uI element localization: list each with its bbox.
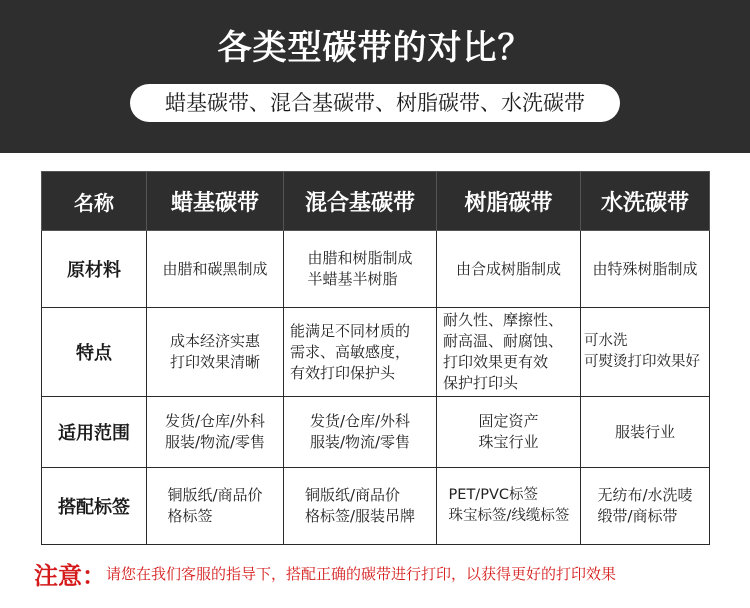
row-label-features: 特点 (42, 308, 147, 397)
table-row (42, 468, 710, 545)
table-cell (437, 397, 581, 468)
page-title: 各类型碳带的对比？ (217, 28, 533, 68)
cell-text: 由特殊树脂制成 (592, 259, 698, 278)
cell-text: 成本经济实惠 打印效果清晰 (169, 332, 260, 371)
table-cell (147, 308, 284, 397)
table-row (42, 231, 710, 308)
header-banner (0, 0, 750, 153)
table-cell (284, 397, 437, 468)
row-label-material: 原材料 (42, 231, 147, 308)
table-cell (284, 231, 437, 308)
table-header-row (42, 172, 710, 231)
table-cell (147, 397, 284, 468)
cell-text: 铜版纸/商品价 格标签 (167, 486, 263, 525)
table-cell (437, 231, 581, 308)
notice-text: 请您在我们客服的指导下，搭配正确的碳带进行打印，以获得更好的打印效果 (106, 565, 617, 583)
cell-text: 由合成树脂制成 (455, 259, 561, 278)
cell-text: 耐久性、摩擦性、 耐高温、耐腐蚀、 打印效果更有效 保护打印头 (443, 311, 564, 392)
table-row (42, 397, 710, 468)
comparison-table (41, 171, 710, 545)
table-cell (437, 468, 581, 545)
row-label-labels: 搭配标签 (42, 468, 147, 545)
cell-text: 固定资产 珠宝行业 (478, 412, 539, 451)
table-cell (147, 468, 284, 545)
table-cell (147, 231, 284, 308)
cell-text: 无纺布/水洗唛 缎带/商标带 (597, 486, 693, 525)
column-header-wax-resin: 混合基碳带 (284, 172, 437, 231)
table-cell (284, 308, 437, 397)
cell-text: 由腊和树脂制成 半蜡基半树脂 (307, 249, 413, 288)
column-header-washable: 水洗碳带 (581, 172, 710, 231)
table-cell (581, 308, 710, 397)
column-header-wax: 蜡基碳带 (147, 172, 284, 231)
cell-text: 发货/仓库/外科 服装/物流/零售 (164, 412, 266, 451)
table-row (42, 308, 710, 397)
cell-text: 能满足不同材质的 需求、高敏感度， 有效打印保护头 (290, 321, 411, 382)
cell-text: PET/PVC标签 珠宝标签/线缆标签 (448, 487, 570, 524)
table-cell (581, 468, 710, 545)
column-header-resin: 树脂碳带 (437, 172, 581, 231)
cell-text: 发货/仓库/外科 服装/物流/零售 (309, 412, 411, 451)
cell-text: 可水洗 可熨烫打印效果好 (584, 333, 700, 370)
table-cell (581, 397, 710, 468)
cell-text: 服装行业 (614, 422, 675, 441)
cell-text: 由腊和碳黑制成 (162, 259, 268, 278)
row-label-usage: 适用范围 (42, 397, 147, 468)
column-header-name: 名称 (42, 172, 147, 231)
table-cell (581, 231, 710, 308)
notice-label: 注意： (34, 562, 106, 590)
table-cell (284, 468, 437, 545)
cell-text: 铜版纸/商品价 格标签/服装吊牌 (304, 486, 416, 525)
notice-footer (34, 556, 734, 590)
table-cell (437, 308, 581, 397)
subtitle-pill: 蜡基碳带、混合基碳带、树脂碳带、水洗碳带 (130, 84, 620, 122)
